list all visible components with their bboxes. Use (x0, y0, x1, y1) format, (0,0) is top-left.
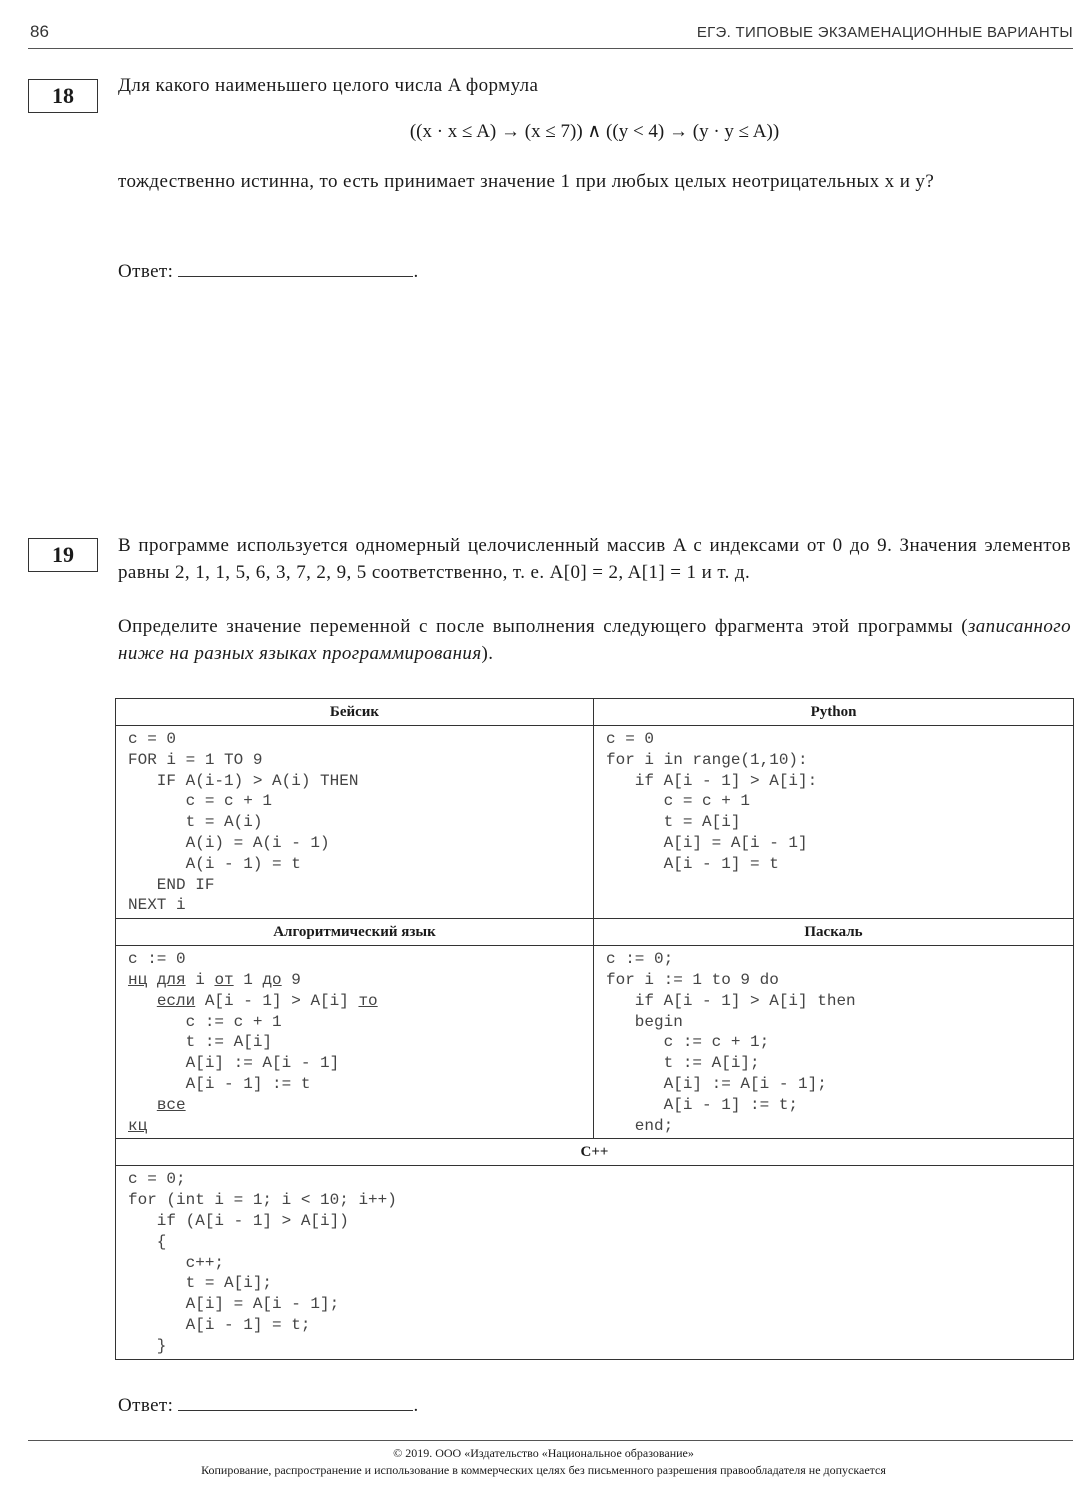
python-cell (594, 726, 1074, 919)
page-number: 86 (30, 22, 49, 41)
basic-cell (116, 726, 594, 919)
question-number-box: 18 (28, 79, 98, 113)
answer-label: Ответ: (118, 261, 174, 282)
algo-code: c := 0 нц для i от 1 до 9 если A[i - 1] > A[i] то c := c + 1 t := A[i] A[i] := A[i - 1] A[i - 1] := t все кц (128, 950, 378, 1135)
running-header-title: ЕГЭ. ТИПОВЫЕ ЭКЗАМЕНАЦИОННЫЕ ВАРИАНТЫ (696, 24, 1073, 41)
pascal-cell (594, 946, 1074, 1139)
algo-cell (116, 946, 594, 1139)
pascal-header: Паскаль (594, 919, 1074, 946)
answer-label: Ответ: (118, 1395, 174, 1416)
question-text: Определите значение переменной c после выполнения следующего фрагмента этой программы (записанного ниже на разных языках программирования). (118, 616, 1071, 664)
python-header: Python (594, 699, 1074, 726)
answer-row: Ответ: . (118, 1392, 1071, 1419)
code-table (115, 698, 1074, 1360)
footer-copyright: © 2019. ООО «Издательство «Национальное образование» (393, 1446, 694, 1460)
answer-input[interactable] (178, 258, 413, 277)
cpp-cell (116, 1166, 1074, 1359)
cpp-code: c = 0; for (int i = 1; i < 10; i++) if (A[i - 1] > A[i]) { c++; t = A[i]; A[i] = A[i - 1]; A[i - 1] = t; } (128, 1170, 397, 1355)
footer-notice: Копирование, распространение и использование в коммерческих целях без письменного разрешения правообладателя не допускается (201, 1463, 886, 1477)
basic-code: c = 0 FOR i = 1 TO 9 IF A(i-1) > A(i) THEN c = c + 1 t = A(i) A(i) = A(i - 1) A(i - 1) = t END IF NEXT i (128, 730, 359, 915)
basic-header: Бейсик (116, 699, 594, 726)
answer-row: Ответ: . (118, 258, 1071, 285)
formula: ((x · x ≤ A) → (x ≤ 7)) ∧ ((y < 4) → (y · y ≤ A)) (409, 121, 780, 142)
answer-input[interactable] (178, 1392, 413, 1411)
question-text: Для какого наименьшего целого числа A формула (118, 75, 539, 96)
question-text: тождественно истинна, то есть принимает значение 1 при любых целых неотрицательных x и y? (118, 171, 935, 192)
cpp-header: C++ (116, 1139, 1074, 1166)
algo-header: Алгоритмический язык (116, 919, 594, 946)
footer-divider (28, 1440, 1073, 1441)
pascal-code: c := 0; for i := 1 to 9 do if A[i - 1] > A[i] then begin c := c + 1; t := A[i]; A[i] := A[i - 1]; A[i - 1] := t; end; (606, 950, 856, 1135)
header-divider (28, 48, 1073, 49)
question-text: В программе используется одномерный целочисленный массив A с индексами от 0 до 9. Значения элементов равны 2, 1, 1, 5, 6, 3, 7, 2, 9, 5 соответственно, т. е. A[0] = 2, A[1] = 1 и т. д. (118, 535, 1071, 583)
question-number-box: 19 (28, 538, 98, 572)
python-code: c = 0 for i in range(1,10): if A[i - 1] > A[i]: c = c + 1 t = A[i] A[i] = A[i - 1] A[i - 1] = t (606, 730, 818, 873)
